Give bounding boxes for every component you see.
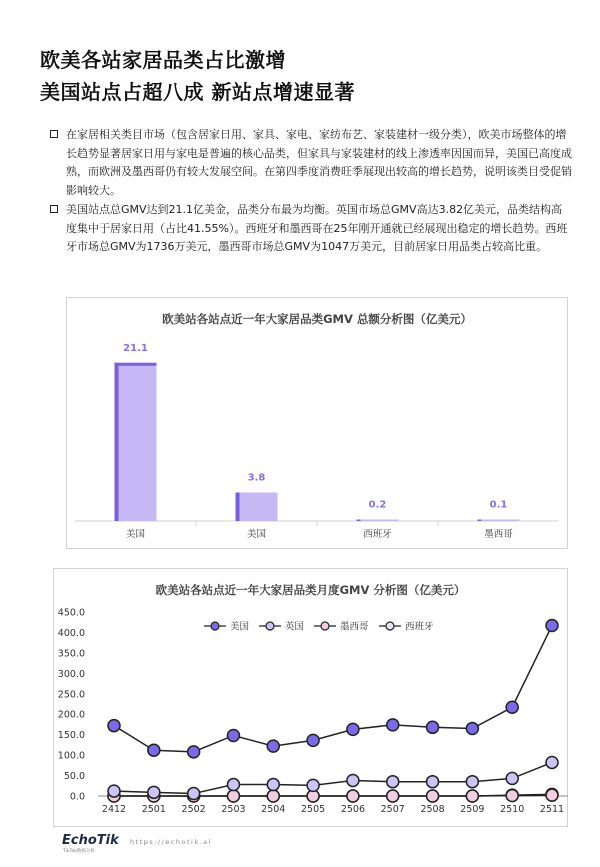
bullet-item — [50, 201, 572, 257]
x-tick-label: 2507 — [380, 804, 405, 815]
legend-label: 英国 — [285, 621, 305, 633]
series-line — [114, 795, 552, 796]
gmv-monthly-line-chart — [53, 568, 568, 827]
legend-marker — [211, 622, 219, 630]
data-point — [307, 779, 319, 791]
bar-category-label: 墨西哥 — [484, 529, 513, 540]
x-tick-label: 2511 — [539, 804, 565, 815]
bullet-text: 在家居相关类目市场（包含居家日用、家具、家电、家纺布艺、家装建材一级分类），欧美市场整体的增长趋势显著居家日用与家电是普遍的核心品类，但家具与家装建材的线上渗透率因国而异，美国已高度成熟，而欧洲及墨西哥仍有较大发展空间。在第四季度消费旺季展现出较高的增长趋势，说明该类目受促销影响较大。 — [66, 128, 572, 197]
headline-line-2: 美国站点占超八成 新站点增速显著 — [40, 80, 355, 104]
bar-left-edge — [357, 520, 361, 522]
legend-marker — [266, 622, 274, 630]
data-point — [227, 790, 239, 802]
footer-url: https://echotik.ai — [130, 838, 212, 846]
data-point — [307, 734, 319, 746]
data-point — [546, 756, 558, 768]
y-tick-label: 150.0 — [57, 730, 85, 742]
x-tick-label: 2506 — [340, 804, 366, 815]
bullet-list — [50, 126, 572, 258]
y-tick-label: 400.0 — [57, 627, 85, 639]
legend-label: 墨西哥 — [340, 621, 369, 633]
legend-label: 美国 — [230, 621, 250, 633]
bar-left-edge — [236, 493, 240, 522]
data-point — [387, 719, 399, 731]
data-point — [427, 721, 439, 733]
legend-label: 西班牙 — [405, 621, 434, 633]
gmv-total-bar-chart — [66, 297, 568, 549]
data-point — [227, 729, 239, 741]
data-point — [466, 790, 478, 802]
bar-category-label: 美国 — [246, 529, 267, 540]
data-point — [227, 779, 239, 791]
headline — [40, 44, 580, 108]
y-tick-label: 350.0 — [57, 648, 85, 660]
data-point — [347, 774, 359, 786]
y-tick-label: 0.0 — [69, 791, 85, 803]
x-tick-label: 2412 — [101, 804, 127, 815]
bar-value-label: 3.8 — [247, 472, 266, 484]
bullet-item — [50, 126, 572, 200]
data-point — [506, 772, 518, 784]
data-point — [148, 744, 160, 756]
data-point — [506, 701, 518, 713]
bar-left-edge — [115, 363, 119, 521]
data-point — [347, 723, 359, 735]
legend-marker — [386, 622, 394, 630]
x-tick-label: 2505 — [300, 804, 326, 815]
bar-value-label: 0.1 — [489, 499, 508, 511]
data-point — [108, 720, 120, 732]
legend-marker — [321, 622, 329, 630]
bar-value-label: 21.1 — [123, 342, 148, 354]
bullet-text: 美国站点总GMV达到21.1亿美金，品类分布最为均衡。英国市场总GMV高达3.82亿美元，品类结构高度集中于居家日用（占比41.55%）。西班牙和墨西哥在25年刚开通就已经展现出稳定的增长趋势。西班牙市场总GMV为1736万美元，墨西哥市场总GMV为1047万美元，目前居家日用品类占较高比重。 — [66, 203, 568, 253]
bar — [357, 520, 399, 522]
data-point — [546, 789, 558, 801]
data-point — [188, 788, 200, 800]
data-point — [506, 790, 518, 802]
headline-line-1: 欧美各站家居品类占比激增 — [40, 48, 286, 72]
series-line — [114, 625, 552, 751]
series-line — [114, 762, 552, 793]
bar — [478, 520, 520, 522]
data-point — [347, 790, 359, 802]
square-bullet-icon — [50, 205, 58, 213]
y-tick-label: 300.0 — [57, 668, 85, 680]
x-tick-label: 2502 — [181, 804, 206, 815]
line-chart-canvas — [54, 569, 567, 826]
bar-chart-title: 欧美站各站点近一年大家居品类GMV 总额分析图（亿美元） — [162, 312, 472, 326]
y-tick-label: 50.0 — [63, 771, 85, 783]
y-tick-label: 450.0 — [57, 607, 85, 619]
data-point — [148, 786, 160, 798]
bar — [236, 493, 278, 522]
data-point — [546, 619, 558, 631]
bar — [115, 363, 157, 521]
data-point — [466, 723, 478, 735]
line-chart-title: 欧美站各站点近一年大家居品类月度GMV 分析图（亿美元） — [155, 583, 466, 597]
data-point — [427, 790, 439, 802]
x-tick-label: 2510 — [500, 804, 525, 815]
data-point — [387, 790, 399, 802]
data-point — [267, 790, 279, 802]
bar-category-label: 西班牙 — [363, 529, 392, 540]
bar-value-label: 0.2 — [368, 499, 387, 511]
logo-subtitle: TikTok数据分析 — [63, 849, 95, 854]
bar-chart-canvas — [67, 298, 567, 548]
x-tick-label: 2509 — [460, 804, 485, 815]
y-tick-label: 200.0 — [57, 709, 85, 721]
echotik-logo: EchoTik — [62, 833, 119, 848]
data-point — [188, 746, 200, 758]
y-tick-label: 100.0 — [57, 750, 85, 762]
data-point — [108, 785, 120, 797]
data-point — [427, 776, 439, 788]
y-tick-label: 250.0 — [57, 689, 85, 701]
data-point — [267, 779, 279, 791]
square-bullet-icon — [50, 130, 58, 138]
bar-category-label: 美国 — [125, 529, 146, 540]
data-point — [387, 776, 399, 788]
x-tick-label: 2504 — [261, 804, 286, 815]
x-tick-label: 2503 — [221, 804, 246, 815]
bar-left-edge — [478, 520, 482, 522]
bar-top-edge — [115, 363, 157, 366]
data-point — [466, 776, 478, 788]
x-tick-label: 2508 — [420, 804, 445, 815]
x-tick-label: 2501 — [141, 804, 166, 815]
data-point — [267, 740, 279, 752]
